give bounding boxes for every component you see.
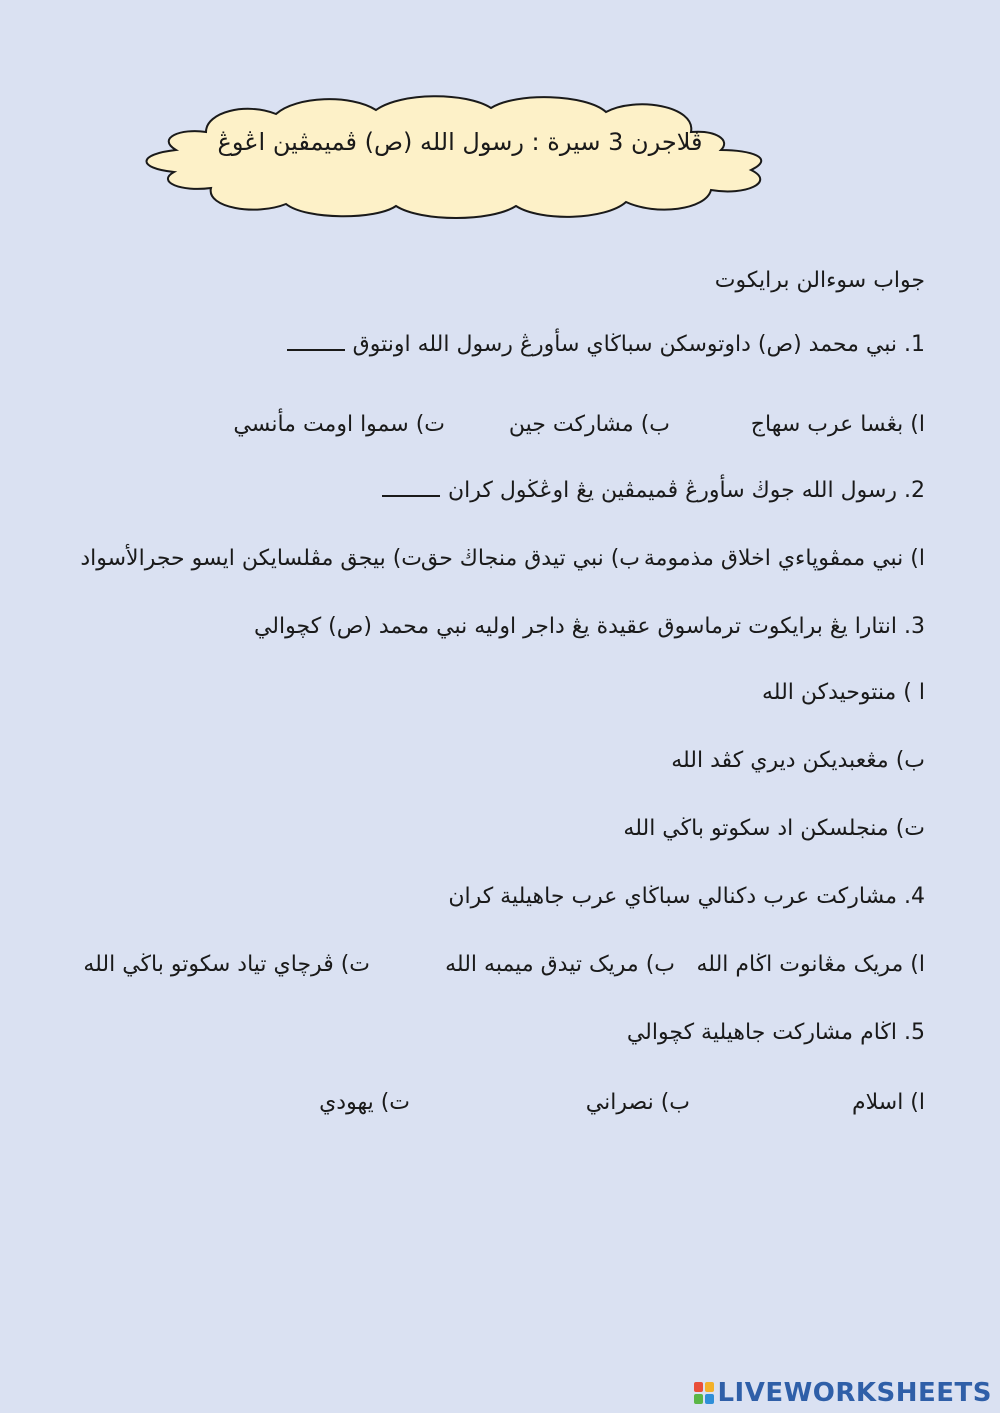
logo-grid-icon (694, 1382, 714, 1404)
page-title: ڤلاجرن 3 سيرة : رسول الله (ص) ڤميمڤين اڠوڠ (217, 128, 703, 156)
liveworksheets-logo[interactable] (694, 1378, 992, 1408)
question-2-text: 2. رسول الله جوڬ سأورڠ ڤميمڤين يڠ اوڠڬول کران (447, 478, 925, 503)
title-cloud-shape (136, 92, 776, 222)
logo-text: LIVEWORKSHEETS (717, 1378, 992, 1408)
question-1-text: 1. نبي محمد (ص) داوتوسکن سباڬاي سأورڠ رسول الله اونتوق (352, 332, 925, 357)
q1-option-a[interactable]: ا) بڠسا عرب سهاج (750, 412, 925, 437)
instruction-text: جواب سوءالن برايکوت (714, 268, 925, 293)
q3-option-b[interactable]: ب) مڠعبديکن ديري کڤد الله (671, 748, 925, 773)
q1-option-c[interactable]: ت) سموا اومت مأنسي (233, 412, 445, 437)
q2-option-c[interactable]: ت) بيجق مڤلسايکن ايسو حجرالأسواد (80, 546, 422, 571)
q2-option-b[interactable]: ب) نبي تيدق منجاڬ حق (420, 546, 640, 571)
q3-option-c[interactable]: ت) منجلسکن اد سکوتو باڬي الله (623, 816, 925, 841)
question-3-text: 3. انتارا يڠ برايکوت ترماسوق عقيدة يڠ داجر اوليه نبي محمد (ص) کچوالي (253, 614, 925, 639)
q4-option-c[interactable]: ت) ڤرچاي تياد سکوتو باڬي الله (83, 952, 370, 977)
question-1 (287, 332, 925, 357)
q2-option-a[interactable]: ا) نبي ممڤوڽاءي اخلاق مذمومة (643, 546, 925, 571)
q4-option-b[interactable]: ب) مريک تيدق ميمبه الله (445, 952, 675, 977)
question-2 (382, 478, 925, 503)
q5-option-b[interactable]: ب) نصراني (585, 1090, 690, 1115)
q5-option-c[interactable]: ت) يهودي (319, 1090, 410, 1115)
question-4-text: 4. مشارکت عرب دکنالي سباڬاي عرب جاهيلية کران (448, 884, 925, 909)
q4-option-a[interactable]: ا) مريک مڠانوت اڬام الله (696, 952, 925, 977)
q5-option-a[interactable]: ا) اسلام (852, 1090, 925, 1115)
answer-blank (382, 495, 440, 497)
question-5-text: 5. اڬام مشارکت جاهيلية کچوالي (626, 1020, 925, 1045)
q1-option-b[interactable]: ب) مشارکت جين (508, 412, 670, 437)
answer-blank (287, 349, 345, 351)
q3-option-a[interactable]: ا ) منتوحيدکن الله (761, 680, 925, 705)
